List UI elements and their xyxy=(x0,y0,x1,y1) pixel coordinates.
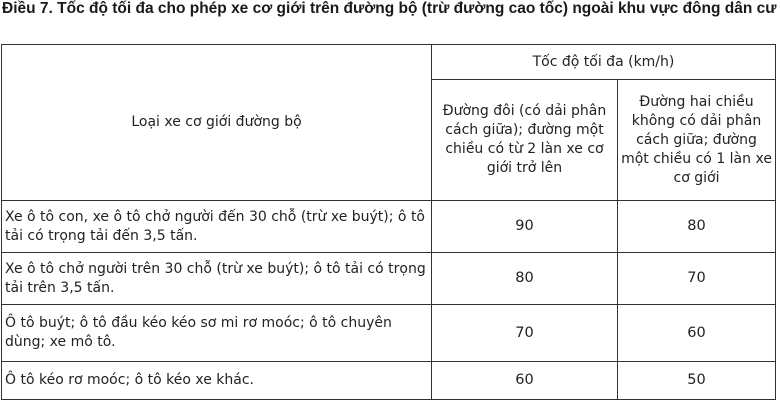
max-speed-header: Tốc độ tối đa (km/h) xyxy=(432,45,776,80)
divided-speed-cell: 70 xyxy=(432,305,618,362)
table-row xyxy=(2,201,776,253)
undivided-speed-cell: 80 xyxy=(618,201,776,253)
article-title: Điều 7. Tốc độ tối đa cho phép xe cơ giới trên đường bộ (trừ đường cao tốc) ngoài khu vực đông dân cư xyxy=(2,0,777,17)
table-row xyxy=(2,305,776,362)
divided-speed-cell: 90 xyxy=(432,201,618,253)
undivided-speed-cell: 60 xyxy=(618,305,776,362)
undivided-speed-cell: 70 xyxy=(618,253,776,305)
speed-limit-table xyxy=(1,44,776,400)
divided-speed-cell: 60 xyxy=(432,362,618,400)
undivided-road-header: Đường hai chiều không có dải phân cách giữa; đường một chiều có 1 làn xe cơ giới xyxy=(618,80,776,201)
vehicle-type-cell: Ô tô kéo rơ moóc; ô tô kéo xe khác. xyxy=(2,362,432,400)
vehicle-type-cell: Xe ô tô chở người trên 30 chỗ (trừ xe buýt); ô tô tải có trọng tải trên 3,5 tấn. xyxy=(2,253,432,305)
vehicle-type-header: Loại xe cơ giới đường bộ xyxy=(2,45,432,201)
table-row xyxy=(2,253,776,305)
vehicle-type-cell: Ô tô buýt; ô tô đầu kéo kéo sơ mi rơ moóc; ô tô chuyên dùng; xe mô tô. xyxy=(2,305,432,362)
divided-road-header: Đường đôi (có dải phân cách giữa); đường một chiều có từ 2 làn xe cơ giới trở lên xyxy=(432,80,618,201)
undivided-speed-cell: 50 xyxy=(618,362,776,400)
vehicle-type-cell: Xe ô tô con, xe ô tô chở người đến 30 chỗ (trừ xe buýt); ô tô tải có trọng tải đến 3,5 tấn. xyxy=(2,201,432,253)
divided-speed-cell: 80 xyxy=(432,253,618,305)
table-row xyxy=(2,362,776,400)
